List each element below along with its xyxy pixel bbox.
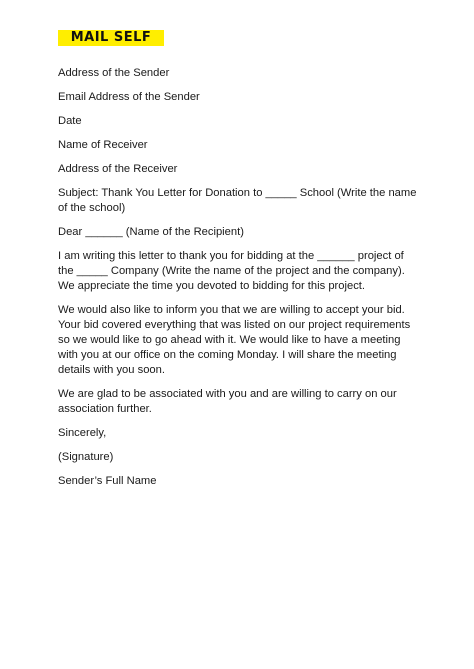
- sender-address: Address of the Sender: [58, 67, 170, 79]
- mail-self-logo: MAIL SELF: [58, 30, 164, 46]
- signature: (Signature): [58, 451, 114, 463]
- subject-line: Subject: Thank You Letter for Donation to _____ School (Write the name of the school): [58, 187, 417, 214]
- closing: Sincerely,: [58, 427, 107, 439]
- sender-email: Email Address of the Sender: [58, 91, 200, 103]
- receiver-address: Address of the Receiver: [58, 163, 178, 175]
- receiver-name: Name of Receiver: [58, 139, 148, 151]
- salutation: Dear ______ (Name of the Recipient): [58, 226, 244, 238]
- letter-date: Date: [58, 115, 82, 127]
- body-paragraph-1: I am writing this letter to thank you for bidding at the ______ project of the _____ Company (Write the name of the project and the company). We appreciate the time you devoted to bidding for this project.: [58, 250, 405, 292]
- sender-full-name: Sender’s Full Name: [58, 475, 157, 487]
- body-paragraph-2: We would also like to inform you that we are willing to accept your bid. Your bid covered everything that was listed on our project requirements so we would like to go ahead with it. We would like to have a meeting with you at our office on the coming Monday. I will share the meeting details with you soon.: [58, 304, 411, 376]
- body-paragraph-3: We are glad to be associated with you and are willing to carry on our association further.: [58, 388, 397, 415]
- letter-body: [58, 66, 420, 498]
